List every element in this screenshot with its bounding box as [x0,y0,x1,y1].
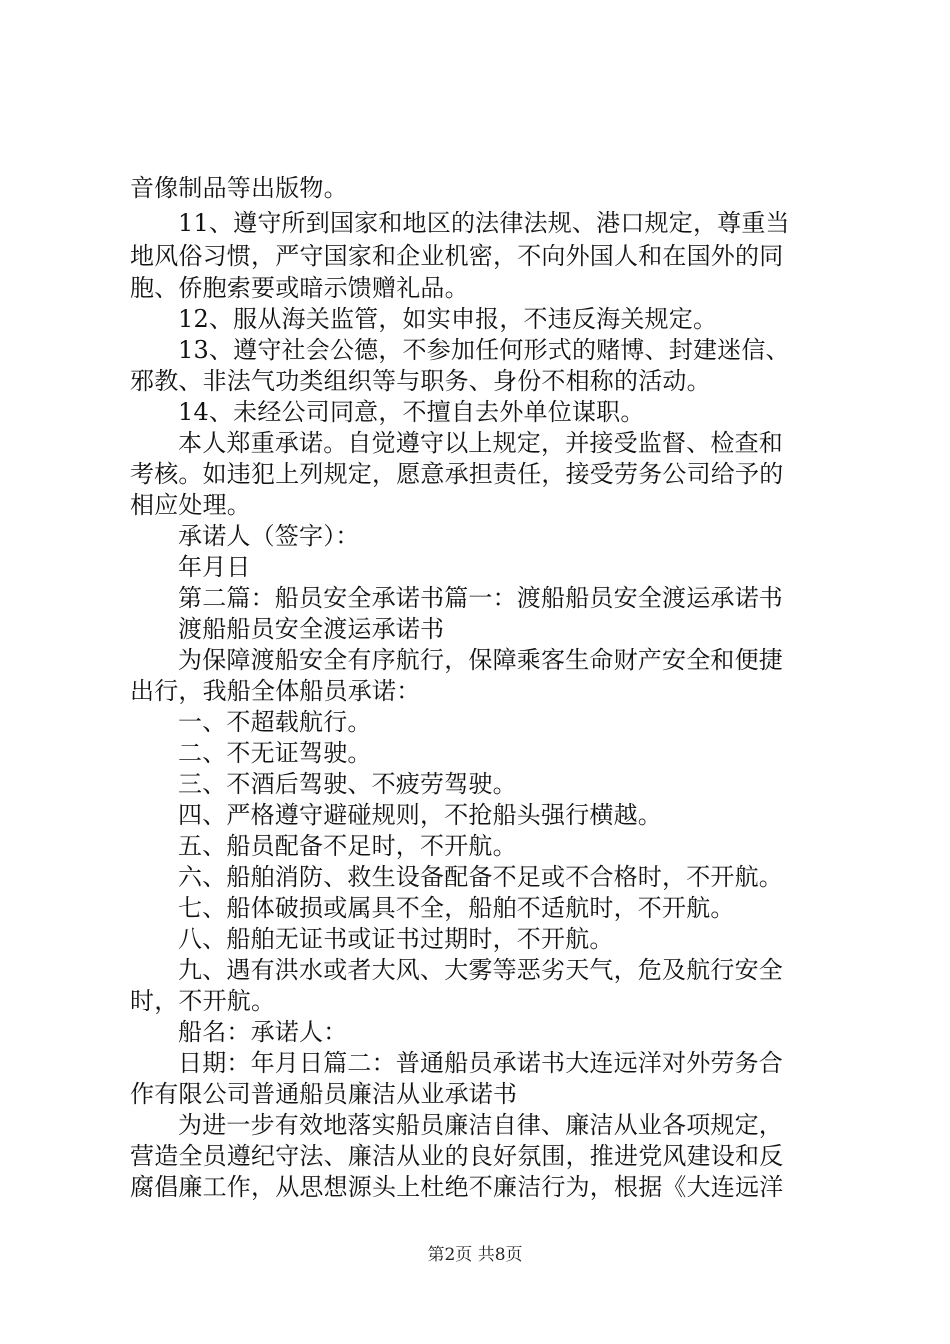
text-line: 14、未经公司同意，不擅自去外单位谋职。 [178,398,645,426]
text-line: 出行，我船全体船员承诺： [130,677,421,705]
list-item: 三、不酒后驾驶、不疲劳驾驶。 [178,770,517,798]
text-line: 为进一步有效地落实船员廉洁自律、廉洁从业各项规定， [178,1111,783,1139]
text-line: 作有限公司普通船员廉洁从业承诺书 [130,1080,518,1108]
text-line: 营造全员遵纪守法、廉洁从业的良好氛围，推进党风建设和反 [130,1142,784,1170]
list-item: 九、遇有洪水或者大风、大雾等恶劣天气，危及航行安全 [178,956,783,984]
signature-label: 承诺人（签字）： [178,522,360,550]
text-line: 地风俗习惯，严守国家和企业机密，不向外国人和在国外的同 [130,242,784,270]
list-item: 七、船体破损或属具不全，船舶不适航时，不开航。 [178,894,735,922]
list-item: 二、不无证驾驶。 [178,739,372,767]
section-heading: 第二篇：船员安全承诺书篇一：渡船船员安全渡运承诺书 [178,584,783,612]
text-line: 12、服从海关监管，如实申报，不违反海关规定。 [178,305,718,333]
list-item: 六、船舶消防、救生设备配备不足或不合格时，不开航。 [178,863,783,891]
list-item: 五、船员配备不足时，不开航。 [178,832,517,860]
text-line: 为保障渡船安全有序航行，保障乘客生命财产安全和便捷 [178,646,783,674]
text-line: 相应处理。 [130,491,251,519]
text-line: 本人郑重承诺。自觉遵守以上规定，并接受监督、检查和 [178,429,783,457]
text-line: 邪教、非法气功类组织等与职务、身份不相称的活动。 [130,367,711,395]
text-line: 音像制品等出版物。 [130,174,348,202]
text-line: 日期：年月日篇二：普通船员承诺书大连远洋对外劳务合 [178,1049,783,1077]
date-label: 年月日 [178,553,251,581]
text-line: 时，不开航。 [130,987,276,1015]
list-item: 四、严格遵守避碰规则，不抢船头强行横越。 [178,801,662,829]
page-number: 第2页 共8页 [427,1245,523,1265]
section-title: 渡船船员安全渡运承诺书 [178,615,445,643]
text-line: 腐倡廉工作，从思想源头上杜绝不廉洁行为，根据《大连远洋 [130,1173,784,1201]
text-line: 13、遵守社会公德，不参加任何形式的赌博、封建迷信、 [178,336,790,364]
list-item: 八、船舶无证书或证书过期时，不开航。 [178,925,614,953]
text-line: 考核。如违犯上列规定，愿意承担责任，接受劳务公司给予的 [130,460,784,488]
text-line: 船名：承诺人： [178,1018,348,1046]
text-line: 胞、侨胞索要或暗示馈赠礼品。 [130,274,469,302]
list-item: 一、不超载航行。 [178,708,372,736]
text-line: 11、遵守所到国家和地区的法律法规、港口规定，尊重当 [178,209,790,237]
